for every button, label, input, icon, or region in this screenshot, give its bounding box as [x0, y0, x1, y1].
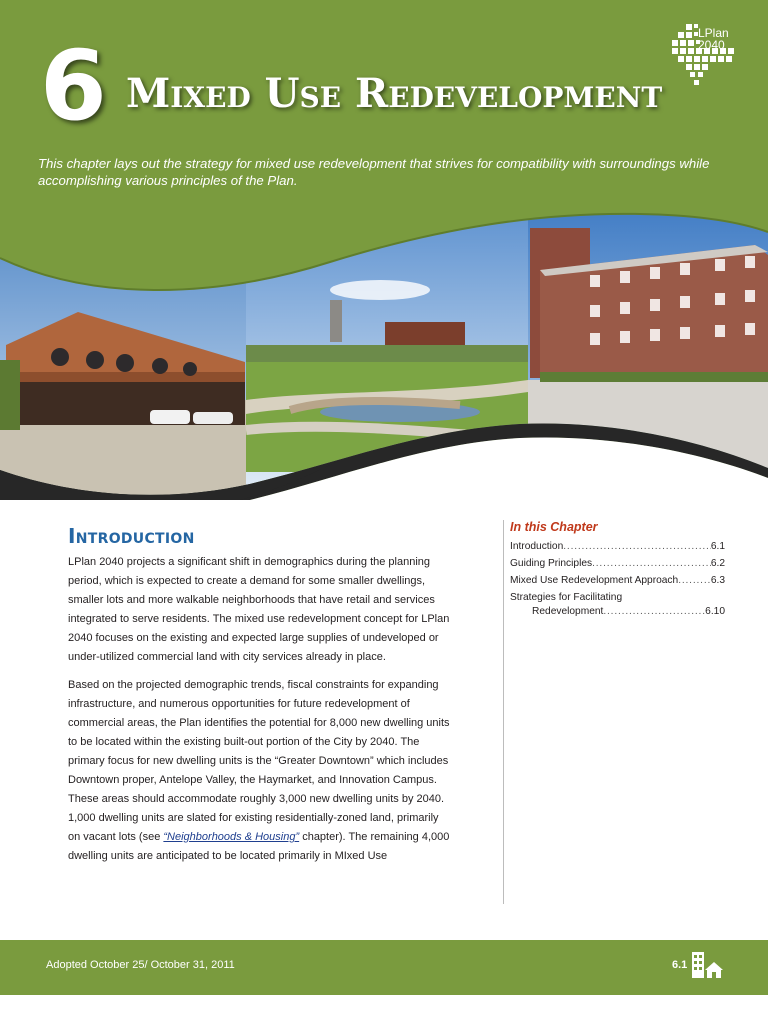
toc-item-guiding-principles[interactable]	[510, 557, 725, 571]
toc-item-page: 6.2	[710, 558, 725, 569]
toc-item-label-cont: Redevelopment	[532, 606, 604, 617]
toc-item-label: Guiding Principles	[510, 558, 593, 569]
toc-item-label: Mixed Use Redevelopment Approach	[510, 575, 679, 586]
logo-line-1: LPlan	[698, 26, 729, 40]
intro-paragraph-1: LPlan 2040 projects a significant shift in demographics during the planning period, which is expected to create a demand for some smaller dwellings, smaller lots and more walkable neighborhoods that have retail and services integrated to serve residents. The mixed use redevelopment concept for LPlan 2040 focuses on the existing and expected large supplies of undeveloped or under-utilized commercial land with city services already in place.	[68, 556, 450, 663]
column-divider	[503, 520, 504, 904]
toc-item-approach[interactable]	[510, 574, 725, 588]
page-footer	[0, 940, 768, 995]
logo-line-2: 2040	[698, 38, 725, 52]
toc-item-label: Strategies for Facilitating	[510, 592, 623, 603]
chapter-title: Mixed Use Redevelopment	[126, 70, 663, 117]
intro-paragraph-2-text: Based on the projected demographic trends, fiscal constraints for expanding infrastructure, and numerous opportunities for future redevelopment of commercial areas, the Plan identifies the potential for 8,000 new dwelling units to be located within the existing built-out portion of the City by 2040. The primary focus for new dwelling units is the “Greater Downtown” which includes Downtown proper, Antelope Valley, the Haymarket, and Innovation Campus. These areas should accommodate roughly 3,000 new dwelling units by 2040. 1,000 dwelling units are slated for existing residentially-zoned land, primarily on vacant lots (see	[68, 679, 450, 843]
toc-item-page: 6.10	[705, 606, 725, 617]
toc-item-page: 6.1	[710, 541, 725, 552]
chapter-subtitle: This chapter lays out the strategy for mixed use redevelopment that strives for compatibility with surroundings while accomplishing various principles of the Plan.	[38, 156, 710, 188]
toc-item-strategies[interactable]	[510, 591, 725, 619]
introduction-heading: Introduction	[68, 524, 195, 548]
intro-paragraph-2	[68, 676, 453, 866]
in-this-chapter	[510, 520, 725, 622]
building-house-icon	[689, 948, 725, 984]
neighborhoods-housing-link[interactable]: “Neighborhoods & Housing”	[163, 831, 300, 843]
introduction-body	[68, 553, 453, 875]
intro-paragraph-2-text-end: chapter). The remaining 4,000 dwelling units are anticipated to be located primarily in MIxed Use	[68, 831, 450, 862]
toc-title: In this Chapter	[510, 520, 598, 534]
logo-label	[698, 27, 729, 51]
adopted-date: Adopted October 25/ October 31, 2011	[46, 959, 235, 971]
toc-item-page: 6.3	[710, 575, 725, 586]
page-number: 6.1	[672, 959, 688, 971]
toc-item-introduction[interactable]	[510, 540, 725, 554]
toc-item-label: Introduction	[510, 541, 564, 552]
chapter-number: 6	[40, 30, 105, 142]
